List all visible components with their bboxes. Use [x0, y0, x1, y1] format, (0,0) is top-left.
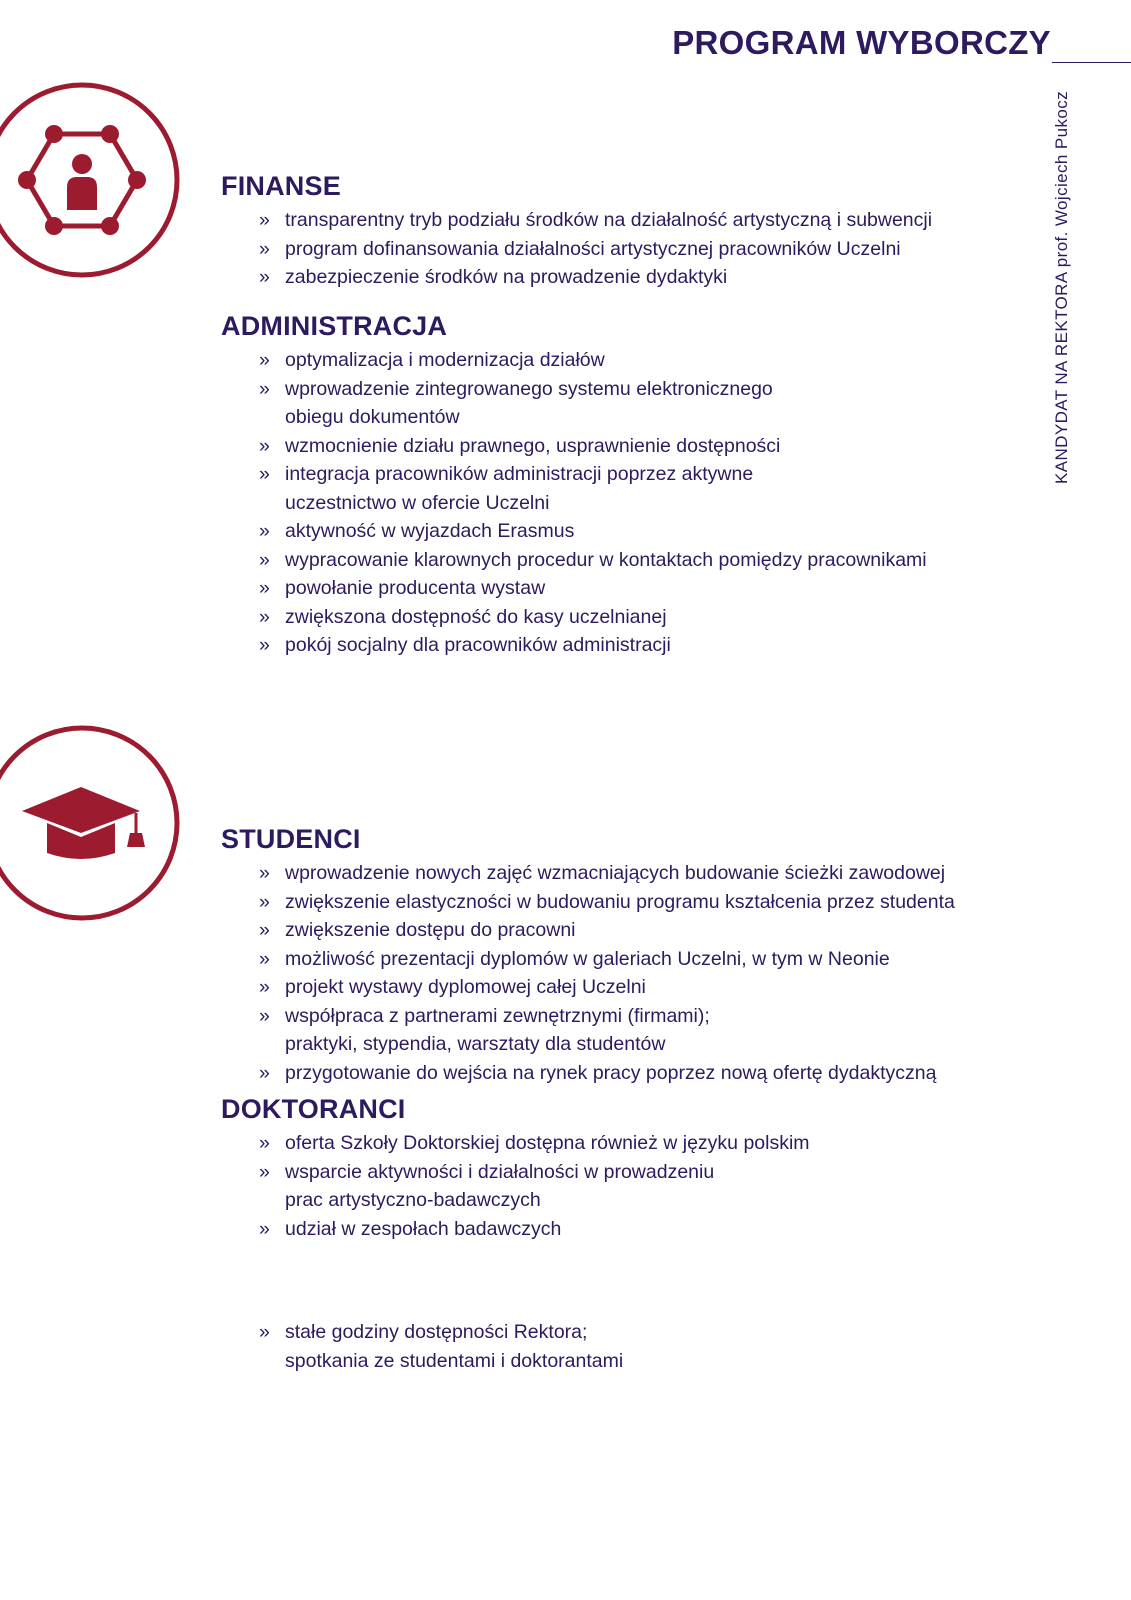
list-item	[221, 916, 1061, 945]
list-item	[221, 574, 1061, 603]
list-item	[221, 546, 1061, 575]
list-item-text: zwiększona dostępność do kasy uczelnianej	[285, 605, 667, 628]
bullet-marker: »	[259, 1321, 270, 1343]
list-item-text: aktywność w wyjazdach Erasmus	[285, 520, 575, 542]
bullet-marker: »	[259, 349, 270, 371]
list-item	[221, 346, 1061, 375]
bullet-marker: »	[259, 548, 270, 571]
section-doktoranci	[221, 1093, 1061, 1243]
bullet-list	[221, 859, 1061, 1087]
bullet-marker: »	[259, 237, 270, 260]
bullet-marker: »	[259, 605, 270, 628]
title-underline	[1052, 62, 1131, 63]
bullet-marker: »	[259, 377, 270, 400]
list-item-text: wzmocnienie działu prawnego, usprawnienie dostępności	[285, 434, 781, 457]
list-item-text: wprowadzenie nowych zajęć wzmacniających budowanie ścieżki zawodowej	[285, 862, 946, 884]
section-title: STUDENCI	[221, 824, 361, 854]
list-item-text: zwiększenie dostępu do pracowni	[285, 919, 576, 941]
list-item-text: oferta Szkoły Doktorskiej dostępna również w języku polskim	[285, 1132, 810, 1154]
section-extra	[221, 1318, 1061, 1375]
bullet-list	[221, 1318, 1061, 1375]
bullet-marker: »	[259, 1061, 270, 1084]
list-item	[221, 631, 1061, 660]
bullet-marker: »	[259, 520, 270, 542]
list-item-text: wypracowanie klarownych procedur w kontaktach pomiędzy pracownikami	[285, 548, 927, 571]
bullet-marker: »	[259, 890, 270, 913]
list-item-text: powołanie producenta wystaw	[285, 577, 546, 599]
bullet-list	[221, 206, 1061, 292]
network-person-icon	[0, 82, 185, 282]
list-item	[221, 1002, 1061, 1059]
list-item	[221, 432, 1061, 461]
list-item-text: zabezpieczenie środków na prowadzenie dydaktyki	[285, 266, 728, 288]
page-title: PROGRAM WYBORCZY	[672, 24, 1051, 61]
list-item	[221, 945, 1061, 974]
list-item-text: udział w zespołach badawczych	[285, 1217, 562, 1240]
list-item-text: wsparcie aktywności i działalności w prowadzeniu prac artystyczno-badawczych	[285, 1160, 715, 1211]
list-item	[221, 517, 1061, 546]
list-item	[221, 1215, 1061, 1244]
bullet-list	[221, 346, 1061, 660]
bullet-marker: »	[259, 862, 270, 884]
list-item	[221, 603, 1061, 632]
list-item-text: transparentny tryb podziału środków na działalność artystyczną i subwencji	[285, 209, 933, 231]
list-item-text: stałe godziny dostępności Rektora; spotkania ze studentami i doktorantami	[285, 1321, 624, 1372]
section-studenci	[221, 823, 1061, 1087]
section-title: FINANSE	[221, 171, 341, 201]
list-item	[221, 235, 1061, 264]
list-item-text: wprowadzenie zintegrowanego systemu elektronicznego obiegu dokumentów	[285, 377, 773, 428]
bullet-marker: »	[259, 1004, 270, 1027]
students-badge	[0, 725, 185, 925]
list-item-text: optymalizacja i modernizacja działów	[285, 349, 605, 371]
list-item	[221, 263, 1061, 292]
bullet-marker: »	[259, 434, 270, 457]
list-item-text: współpraca z partnerami zewnętrznymi (firmami); praktyki, stypendia, warsztaty dla studentów	[285, 1004, 710, 1055]
list-item	[221, 206, 1061, 235]
section-title: DOKTORANCI	[221, 1094, 406, 1124]
bullet-marker: »	[259, 463, 270, 485]
list-item	[221, 859, 1061, 888]
bullet-marker: »	[259, 1132, 270, 1154]
list-item-text: pokój socjalny dla pracowników administracji	[285, 634, 671, 656]
list-item	[221, 973, 1061, 1002]
list-item-text: przygotowanie do wejścia na rynek pracy poprzez nową ofertę dydaktyczną	[285, 1061, 937, 1084]
bullet-marker: »	[259, 919, 270, 941]
list-item	[221, 375, 1061, 432]
list-item	[221, 1129, 1061, 1158]
list-item-text: projekt wystawy dyplomowej całej Uczelni	[285, 976, 646, 998]
bullet-marker: »	[259, 976, 270, 998]
bullet-marker: »	[259, 266, 270, 288]
candidate-label: KANDYDAT NA REKTORA prof. Wojciech Pukocz	[1052, 90, 1071, 484]
list-item-text: możliwość prezentacji dyplomów w galeriach Uczelni, w tym w Neonie	[285, 947, 890, 970]
list-item	[221, 1318, 1061, 1375]
list-item	[221, 1158, 1061, 1215]
bullet-marker: »	[259, 634, 270, 656]
list-item-text: integracja pracowników administracji poprzez aktywne uczestnictwo w ofercie Uczelni	[285, 463, 754, 514]
bullet-marker: »	[259, 1160, 270, 1183]
graduation-cap-icon	[0, 725, 185, 925]
bullet-list	[221, 1129, 1061, 1243]
bullet-marker: »	[259, 577, 270, 599]
list-item-text: zwiększenie elastyczności w budowaniu programu kształcenia przez studenta	[285, 890, 955, 913]
list-item	[221, 460, 1061, 517]
bullet-marker: »	[259, 209, 270, 231]
list-item	[221, 888, 1061, 917]
bullet-marker: »	[259, 1217, 270, 1240]
section-finanse	[221, 170, 1061, 292]
finance-badge	[0, 82, 185, 282]
list-item-text: program dofinansowania działalności artystycznej pracowników Uczelni	[285, 237, 901, 260]
list-item	[221, 1059, 1061, 1088]
bullet-marker: »	[259, 947, 270, 970]
section-title: ADMINISTRACJA	[221, 311, 448, 341]
section-administracja	[221, 310, 1061, 660]
